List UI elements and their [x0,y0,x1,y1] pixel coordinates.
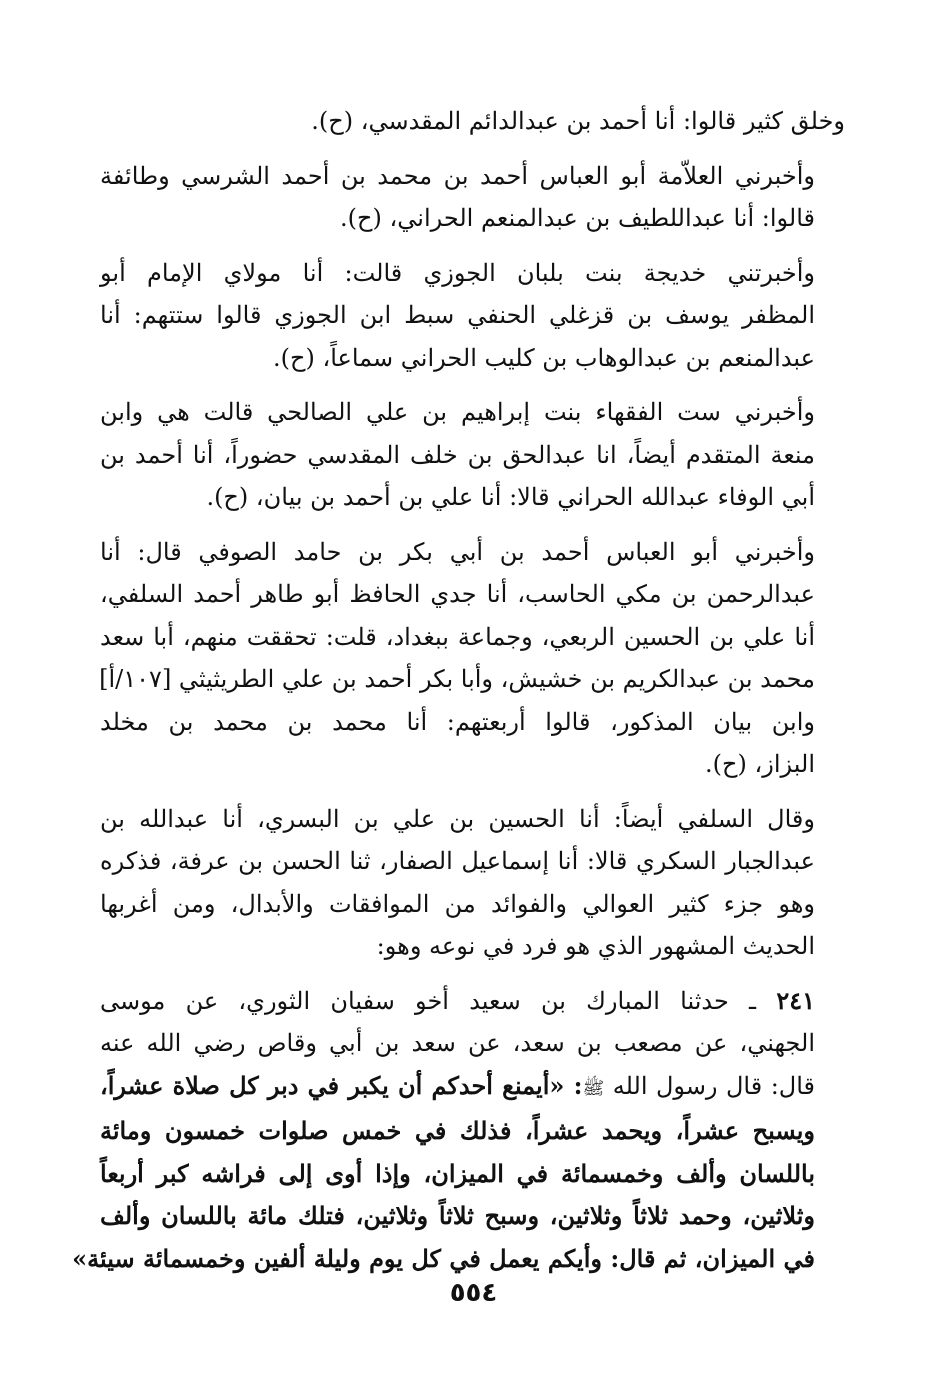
hadith-matn-line: ويسبح عشراً، ويحمد عشراً، فذلك في خمس صلوات خمسون ومائة [100,1116,815,1145]
text-line: وخلق كثير قالوا: أنا أحمد بن عبدالدائم المقدسي، (ح). [311,107,845,135]
text-line: وابن بيان المذكور، قالوا أربعتهم: أنا محمد بن محمد بن مخلد [100,707,815,736]
hadith-line-3 [100,1065,845,1111]
hadith-number: ٢٤١ [776,985,815,1015]
text-line: عبدالرحمن بن مكي الحاسب، أنا جدي الحافظ أبو طاهر أحمد السلفي، [100,580,815,608]
hadith-line-2: الجهني، عن مصعب بن سعد، عن سعد بن أبي وقاص رضي الله عنه [100,1029,815,1057]
text-line: عبدالمنعم بن عبدالوهاب بن كليب الحراني سماعاً، (ح). [273,343,815,372]
text-line: وهو جزء كثير العوالي والفوائد من الموافقات والأبدال، ومن أغربها [100,889,815,918]
paragraph-2 [100,155,845,240]
text-line: الحديث المشهور الذي هو فرد في نوعه وهو: [376,932,815,960]
text-line: وأخبرني ست الفقهاء بنت إبراهيم بن علي الصالحي قالت هي وابن [100,398,815,426]
paragraph-1 [100,100,845,143]
page-number: ٥٥٤ [449,1278,498,1308]
text-line: وأخبرتني خديجة بنت بلبان الجوزي قالت: أنا مولاي الإمام أبو [100,258,815,287]
text-line: عبدالجبار السكري قالا: أنا إسماعيل الصفار، ثنا الحسن بن عرفة، فذكره [100,847,815,875]
hadith-isnad-start: ـ حدثنا المبارك بن سعيد أخو سفيان الثوري، عن موسى [100,986,757,1015]
hadith-matn-line: وثلاثين، وحمد ثلاثاً وثلاثين، وسبح ثلاثاً وثلاثين، فتلك مائة باللسان وألف [100,1201,815,1230]
text-line: قالوا: أنا عبداللطيف بن عبدالمنعم الحراني، (ح). [340,204,815,232]
paragraph-3 [100,252,845,380]
paragraph-4 [100,391,845,519]
text-line: المظفر يوسف بن قزغلي الحنفي سبط ابن الجوزي قالوا ستتهم: أنا [100,301,815,329]
hadith-line-1 [100,980,845,1023]
hadith-matn-start: : «أيمنع أحدكم أن يكبر في دبر كل صلاة عشراً، [100,1070,583,1100]
paragraph-6 [100,798,845,968]
salawat-symbol: ﷺ [582,1077,605,1099]
text-line: أبي الوفاء عبدالله الحراني قالا: أنا علي بن أحمد بن بيان، (ح). [206,483,815,511]
text-line: البزاز، (ح). [705,750,815,778]
hadith-matn-line: باللسان وألف وخمسمائة في الميزان، وإذا أوى إلى فراشه كبر أربعاً [100,1158,815,1188]
text-line: أنا علي بن الحسين الربعي، وجماعة ببغداد، قلت: تحققت منهم، أبا سعد [100,622,815,651]
text-line: منعة المتقدم أيضاً، انا عبدالحق بن خلف المقدسي حضوراً، أنا أحمد بن [100,440,815,469]
paragraph-5 [100,531,845,786]
page-body [72,100,845,1292]
text-line: وقال السلفي أيضاً: أنا الحسين بن علي بن البسري، أنا عبدالله بن [100,804,815,833]
text-line: وأخبرني العلاّمة أبو العباس أحمد بن محمد بن أحمد الشرسي وطائفة [100,161,815,190]
text-line: محمد بن عبدالكريم بن خشيش، وأبا بكر أحمد بن علي الطريثيثي [١٠٧/أ] [99,665,815,693]
hadith-matn-line: في الميزان، ثم قال: وأيكم يعمل في كل يوم وليلة ألفين وخمسمائة سيئة» [72,1243,815,1273]
hadith-line-3-prefix: قال: قال رسول الله [612,1071,816,1100]
text-line: وأخبرني أبو العباس أحمد بن أبي بكر بن حامد الصوفي قال: أنا [100,537,815,566]
hadith-paragraph [72,980,845,1281]
